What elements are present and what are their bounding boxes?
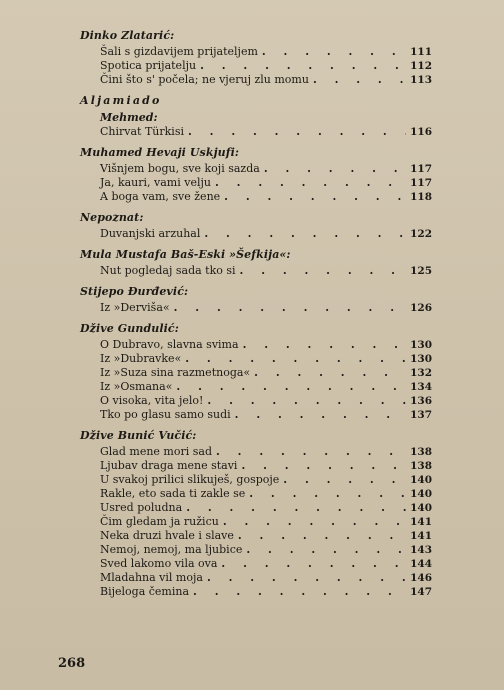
entry-page-number: 111 [410,46,432,58]
dot-leader [193,585,406,599]
entry-page-number: 118 [410,191,432,203]
toc-entry [100,45,432,59]
toc-section [80,284,432,315]
toc-entry [100,59,432,73]
dot-leader [186,501,406,515]
toc-section [80,428,432,599]
entry-page-number: 140 [410,488,432,500]
entry-title: Ljubav draga mene stavi [100,459,238,472]
entry-title: Nemoj, nemoj, ma ljubice [100,543,243,556]
dot-leader [246,543,406,557]
dot-leader [313,73,406,87]
dot-leader [204,227,406,241]
entry-title: Iz »Osmana« [100,380,173,393]
entry-title: Čim gledam ja ružicu [100,515,219,528]
dot-leader [254,366,406,380]
entry-list [80,301,432,315]
dot-leader [221,557,406,571]
entry-title: Chirvat Türkisi [100,125,184,138]
entry-title: Iz »Dubravke« [100,352,182,365]
entry-title: Spotica prijatelju [100,59,197,72]
section-author: Džive Gundulić: [80,322,179,335]
entry-list [80,338,432,422]
entry-title: O Dubravo, slavna svima [100,338,239,351]
entry-title: Rakle, eto sada ti zakle se [100,487,246,500]
entry-title: Duvanjski arzuhal [100,227,201,240]
entry-page-number: 146 [410,572,432,584]
page-number: 268 [58,656,86,671]
entry-title: Usred poludna [100,501,183,514]
entry-page-number: 132 [410,367,432,379]
dot-leader [188,125,406,139]
section-author: Džive Bunić Vučić: [80,429,197,442]
toc-entry [100,125,432,139]
entry-title: Nut pogledaj sada tko si [100,264,236,277]
entry-page-number: 117 [410,177,432,189]
toc-entry [100,487,432,501]
dot-leader [185,352,406,366]
entry-list [80,227,432,241]
toc-entry [100,264,432,278]
toc-entry [100,352,432,366]
entry-page-number: 140 [410,502,432,514]
dot-leader [224,190,406,204]
entry-title: Mladahna vil moja [100,571,203,584]
toc-section [80,321,432,422]
toc-section [80,210,432,241]
entry-title: Iz »Suza sina razmetnoga« [100,366,251,379]
section-sub-author: Mehmed: [100,111,158,124]
entry-list [80,125,432,139]
entry-title: O visoka, vita jelo! [100,394,204,407]
toc-entry [100,366,432,380]
entry-page-number: 138 [410,460,432,472]
toc-entry [100,408,432,422]
entry-list [80,45,432,87]
entry-page-number: 141 [410,530,432,542]
entry-page-number: 136 [410,395,432,407]
dot-leader [176,380,406,394]
dot-leader [235,408,406,422]
entry-title: Glad mene mori sad [100,445,213,458]
entry-page-number: 137 [410,409,432,421]
toc-entry [100,73,432,87]
toc-section [80,145,432,204]
toc-entry [100,301,432,315]
entry-page-number: 117 [410,163,432,175]
entry-title: Iz »Derviša« [100,301,170,314]
toc-entry [100,515,432,529]
dot-leader [240,264,406,278]
toc-entry [100,459,432,473]
section-author: Muhamed Hevaji Uskjufi: [80,146,240,159]
entry-page-number: 130 [410,353,432,365]
section-author: Aljamiado [80,94,162,107]
entry-list [80,162,432,204]
entry-title: A boga vam, sve žene [100,190,221,203]
toc-entry [100,473,432,487]
dot-leader [243,338,406,352]
entry-title: U svakoj prilici slikuješ, gospoje [100,473,280,486]
entry-title: Tko po glasu samo sudi [100,408,231,421]
toc-entry [100,501,432,515]
entry-page-number: 112 [410,60,432,72]
entry-page-number: 140 [410,474,432,486]
dot-leader [249,487,406,501]
toc-entry [100,227,432,241]
entry-page-number: 122 [410,228,432,240]
toc-entry [100,394,432,408]
dot-leader [262,45,406,59]
entry-page-number: 116 [410,126,432,138]
section-author: Dinko Zlatarić: [80,29,175,42]
toc-entry [100,380,432,394]
toc-section [80,247,432,278]
entry-page-number: 113 [410,74,432,86]
section-author: Mula Mustafa Baš-Eski »Šefkija«: [80,248,291,261]
toc-entry [100,190,432,204]
entry-list [80,445,432,599]
toc-entry [100,176,432,190]
toc-entry [100,445,432,459]
entry-page-number: 147 [410,586,432,598]
dot-leader [264,162,406,176]
dot-leader [223,515,406,529]
section-author: Nepoznat: [80,211,144,224]
entry-page-number: 138 [410,446,432,458]
entry-title: Sved lakomo vila ova [100,557,218,570]
dot-leader [238,529,406,543]
entry-page-number: 126 [410,302,432,314]
toc-entry [100,338,432,352]
entry-title: Neka druzi hvale i slave [100,529,234,542]
dot-leader [200,59,406,73]
entry-list [80,264,432,278]
toc-section [80,93,432,139]
toc-entry [100,585,432,599]
toc-entry [100,162,432,176]
entry-title: Višnjem bogu, sve koji sazda [100,162,260,175]
entry-title: Bijeloga čemina [100,585,190,598]
entry-title: Šali s gizdavijem prijateljem [100,45,258,58]
toc-section [80,28,432,87]
toc-entry [100,557,432,571]
dot-leader [207,394,406,408]
dot-leader [216,445,406,459]
entry-title: Ja, kauri, vami velju [100,176,211,189]
entry-page-number: 141 [410,516,432,528]
dot-leader [283,473,406,487]
section-author: Stijepo Đurđević: [80,285,189,298]
dot-leader [215,176,406,190]
toc-entry [100,529,432,543]
dot-leader [174,301,406,315]
entry-page-number: 125 [410,265,432,277]
toc-entry [100,543,432,557]
entry-page-number: 134 [410,381,432,393]
entry-page-number: 144 [410,558,432,570]
dot-leader [207,571,406,585]
entry-page-number: 130 [410,339,432,351]
entry-title: Čini što s' počela; ne vjeruj zlu momu [100,73,309,86]
dot-leader [241,459,406,473]
table-of-contents [80,28,432,605]
entry-page-number: 143 [410,544,432,556]
toc-entry [100,571,432,585]
